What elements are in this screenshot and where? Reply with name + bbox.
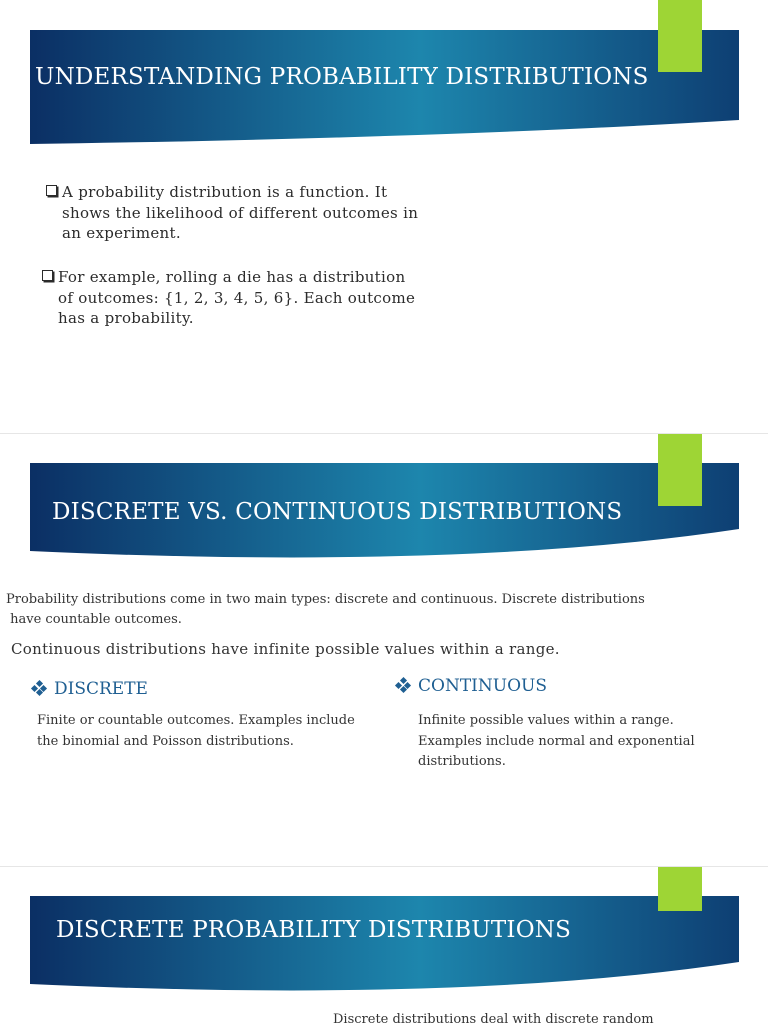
bullet-line: For example, rolling a die has a distribution: [58, 268, 406, 286]
slide-3-title-banner: [30, 896, 739, 1009]
column-line: distributions.: [418, 754, 506, 769]
intro-line: Probability distributions come in two main types: discrete and continuous. Discrete distributions: [6, 592, 645, 607]
intro-paragraph: [6, 590, 696, 630]
bullet-line: shows the likelihood of different outcomes in: [62, 203, 419, 222]
checkbox-bullet-icon: [46, 185, 57, 196]
column-heading-discrete: [32, 679, 148, 699]
slide-3-body-text: Discrete distributions deal with discrete random: [333, 1012, 654, 1024]
column-line: Examples include normal and exponential: [418, 733, 695, 749]
slide-1: [0, 0, 768, 433]
diamond-bullet-icon: [32, 681, 46, 695]
column-line: Finite or countable outcomes. Examples include: [37, 713, 355, 728]
bullet-line: an experiment.: [62, 224, 181, 242]
diamond-bullet-icon: [396, 678, 410, 692]
intro-paragraph-2: Continuous distributions have infinite possible values within a range.: [11, 640, 560, 658]
column-text-continuous: [418, 711, 748, 773]
bullet-line: has a probability.: [58, 309, 194, 327]
slide-2-title: DISCRETE VS. CONTINUOUS DISTRIBUTIONS: [52, 499, 623, 525]
slide-3: [0, 867, 768, 1024]
accent-block: [658, 867, 702, 911]
intro-line: have countable outcomes.: [6, 612, 182, 627]
accent-block: [658, 434, 702, 506]
banner-shape: [30, 896, 739, 1009]
slide-3-title: DISCRETE PROBABILITY DISTRIBUTIONS: [56, 917, 572, 943]
slide-1-title: UNDERSTANDING PROBABILITY DISTRIBUTIONS: [35, 64, 649, 90]
column-line: the binomial and Poisson distributions.: [37, 733, 294, 749]
column-heading-label: CONTINUOUS: [418, 676, 547, 696]
checkbox-bullet-icon: [42, 270, 53, 281]
slide-1-title-banner: [30, 30, 739, 144]
column-text-discrete: [37, 711, 367, 752]
bullet-item: [42, 267, 462, 329]
slide-2: [0, 434, 768, 866]
bullet-line: of outcomes: {1, 2, 3, 4, 5, 6}. Each outcome: [58, 288, 416, 307]
bullet-line: A probability distribution is a function. It: [62, 183, 388, 201]
slide-2-title-banner: [30, 463, 739, 576]
column-heading-continuous: [396, 676, 547, 696]
bullet-item: [46, 182, 466, 244]
column-heading-label: DISCRETE: [54, 679, 148, 699]
accent-block: [658, 0, 702, 72]
column-line: Infinite possible values within a range.: [418, 713, 674, 728]
